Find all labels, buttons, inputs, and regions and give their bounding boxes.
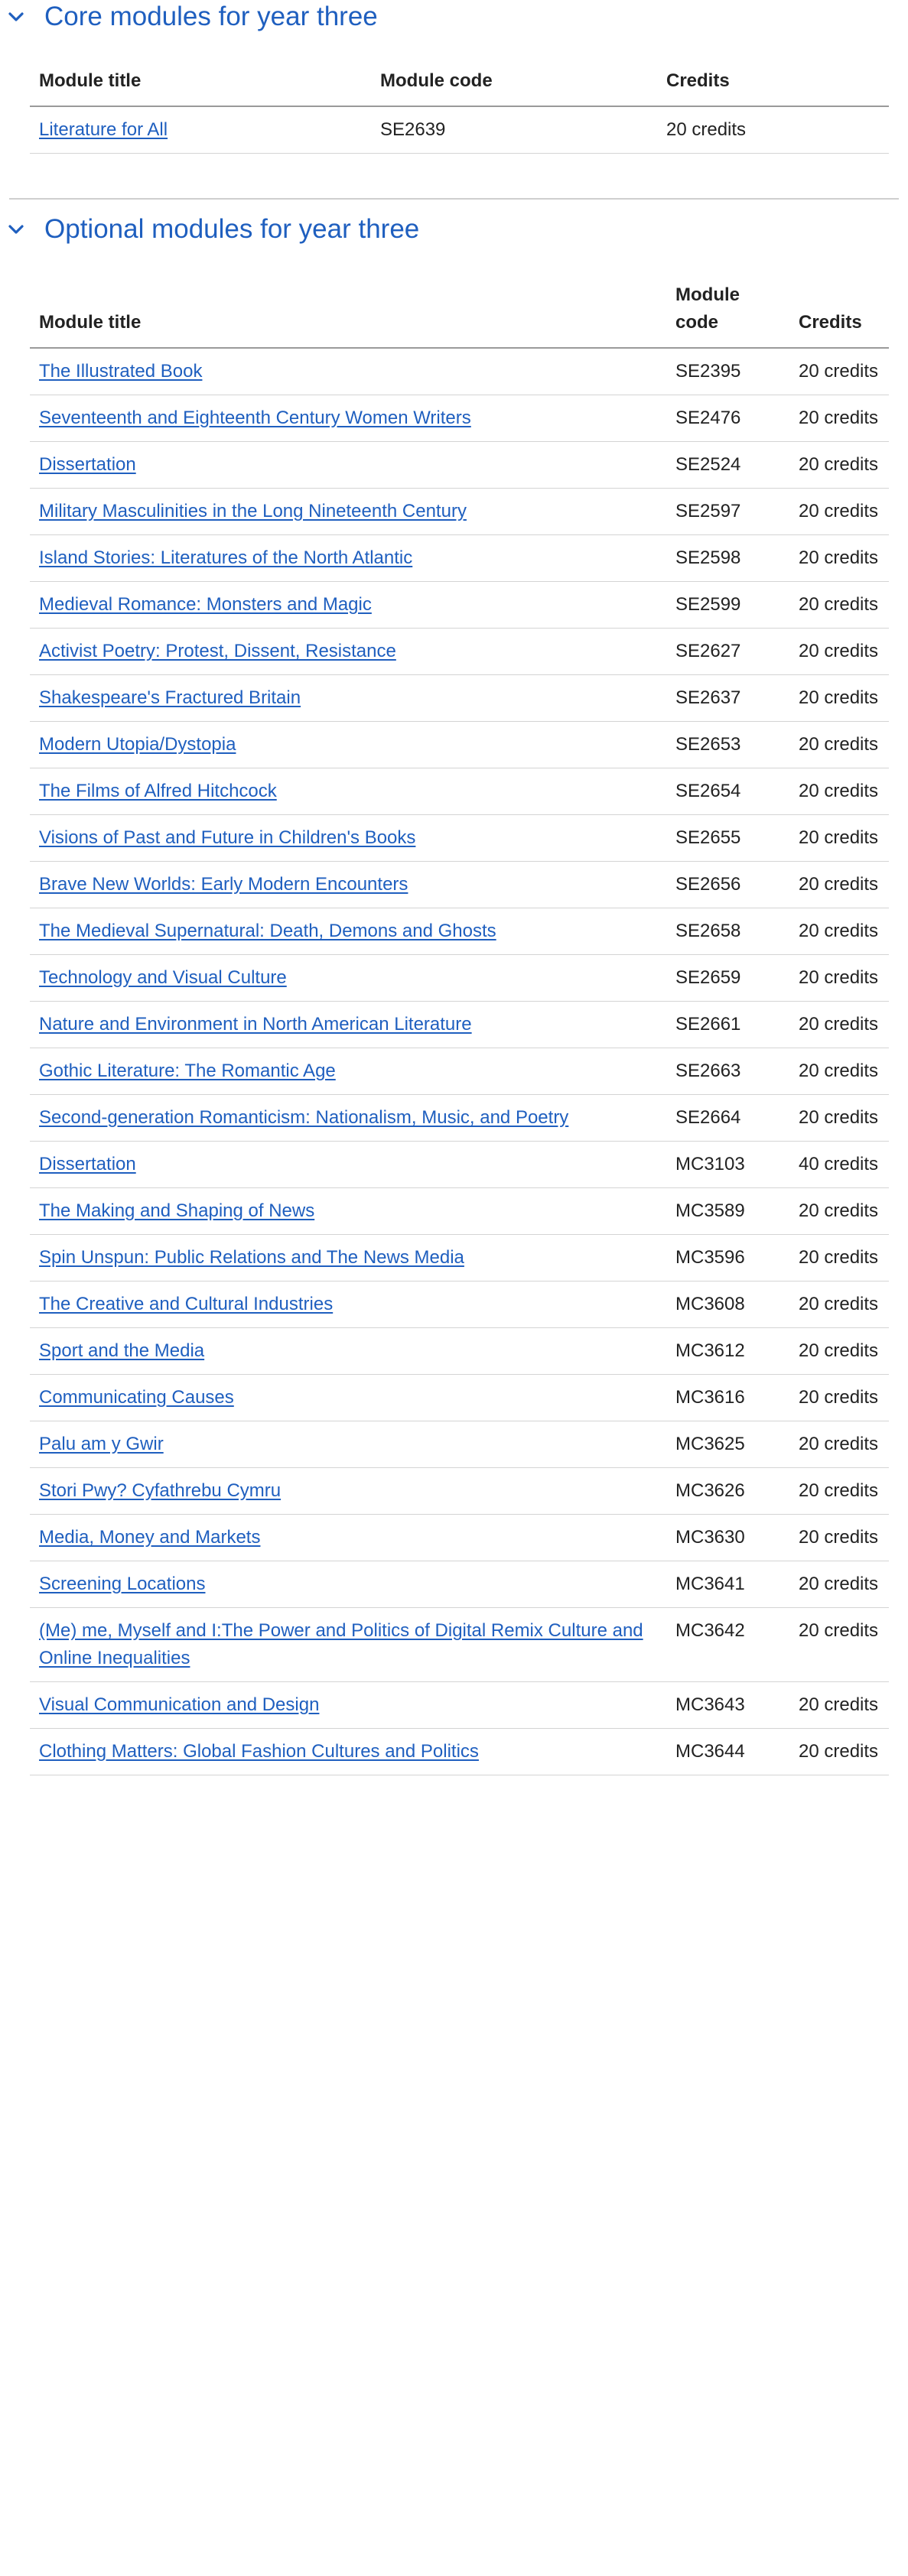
table-row [30, 1282, 889, 1328]
table-row [30, 1608, 889, 1682]
module-title-cell [30, 442, 666, 489]
module-link[interactable]: Visual Communication and Design [39, 1694, 320, 1715]
module-code-cell: MC3626 [666, 1468, 789, 1515]
module-credits-cell: 20 credits [789, 1608, 889, 1682]
module-title-cell [30, 106, 371, 154]
module-title-cell [30, 582, 666, 629]
module-credits-cell: 20 credits [789, 675, 889, 722]
module-credits-cell: 20 credits [789, 1515, 889, 1561]
module-credits-cell: 20 credits [789, 1375, 889, 1421]
module-code-cell: SE2654 [666, 768, 789, 815]
module-title-cell [30, 908, 666, 955]
module-link[interactable]: The Films of Alfred Hitchcock [39, 781, 277, 801]
module-title-cell [30, 1515, 666, 1561]
module-link[interactable]: Visions of Past and Future in Children's Books [39, 827, 416, 848]
module-title-cell [30, 768, 666, 815]
table-row [30, 1095, 889, 1142]
module-link[interactable]: Nature and Environment in North American Literature [39, 1014, 472, 1035]
module-link[interactable]: Technology and Visual Culture [39, 967, 287, 988]
module-credits-cell: 20 credits [789, 1095, 889, 1142]
module-link[interactable]: Modern Utopia/Dystopia [39, 734, 236, 755]
table-row [30, 675, 889, 722]
module-title-cell [30, 1235, 666, 1282]
module-code-cell: MC3103 [666, 1142, 789, 1188]
core-modules-toggle[interactable] [0, 0, 908, 34]
module-link[interactable]: Communicating Causes [39, 1387, 234, 1408]
module-link[interactable]: Sport and the Media [39, 1340, 205, 1361]
table-row [30, 1188, 889, 1235]
module-credits-cell: 20 credits [789, 1235, 889, 1282]
module-link[interactable]: Clothing Matters: Global Fashion Cultures and Politics [39, 1741, 479, 1762]
column-header-module-title: Module title [30, 281, 666, 348]
module-link[interactable]: Screening Locations [39, 1574, 206, 1594]
module-code-cell: SE2599 [666, 582, 789, 629]
module-credits-cell: 20 credits [789, 629, 889, 675]
module-code-cell: SE2598 [666, 535, 789, 582]
column-header-module-code: Module code [371, 67, 657, 106]
table-row [30, 768, 889, 815]
table-row [30, 1729, 889, 1775]
module-credits-cell: 20 credits [789, 1421, 889, 1468]
table-row [30, 955, 889, 1002]
module-credits-cell: 20 credits [789, 489, 889, 535]
module-code-cell: SE2476 [666, 395, 789, 442]
module-link[interactable]: Seventeenth and Eighteenth Century Women Writers [39, 408, 471, 428]
module-code-cell: MC3630 [666, 1515, 789, 1561]
module-title-cell [30, 489, 666, 535]
module-code-cell: MC3642 [666, 1608, 789, 1682]
module-title-cell [30, 675, 666, 722]
module-link[interactable]: Shakespeare's Fractured Britain [39, 687, 301, 708]
module-title-cell [30, 1048, 666, 1095]
module-link[interactable]: Military Masculinities in the Long Nineteenth Century [39, 501, 467, 521]
column-header-credits: Credits [657, 67, 889, 106]
module-code-cell: SE2597 [666, 489, 789, 535]
module-link[interactable]: The Making and Shaping of News [39, 1200, 315, 1221]
table-row [30, 1142, 889, 1188]
module-title-cell [30, 1421, 666, 1468]
module-code-cell: MC3625 [666, 1421, 789, 1468]
module-title-cell [30, 1142, 666, 1188]
optional-modules-title: Optional modules for year three [44, 214, 420, 244]
column-header-module-title: Module title [30, 67, 371, 106]
module-code-cell: MC3596 [666, 1235, 789, 1282]
module-code-cell: SE2639 [371, 106, 657, 154]
module-credits-cell: 20 credits [789, 1328, 889, 1375]
module-title-cell [30, 1375, 666, 1421]
module-title-cell [30, 1608, 666, 1682]
chevron-down-icon [6, 7, 26, 27]
core-modules-table [30, 67, 889, 154]
module-code-cell: SE2524 [666, 442, 789, 489]
module-code-cell: MC3589 [666, 1188, 789, 1235]
table-row [30, 1468, 889, 1515]
core-modules-title: Core modules for year three [44, 2, 378, 31]
module-title-cell [30, 1468, 666, 1515]
table-row [30, 629, 889, 675]
table-row [30, 1048, 889, 1095]
module-title-cell [30, 348, 666, 395]
module-credits-cell: 20 credits [789, 582, 889, 629]
module-title-cell [30, 1188, 666, 1235]
module-credits-cell: 20 credits [657, 106, 889, 154]
module-code-cell: MC3616 [666, 1375, 789, 1421]
table-row [30, 1515, 889, 1561]
module-code-cell: SE2658 [666, 908, 789, 955]
module-title-cell [30, 722, 666, 768]
module-title-cell [30, 1002, 666, 1048]
module-title-cell [30, 1282, 666, 1328]
module-link[interactable]: Brave New Worlds: Early Modern Encounters [39, 874, 408, 895]
module-title-cell [30, 1682, 666, 1729]
module-credits-cell: 20 credits [789, 815, 889, 862]
module-credits-cell: 20 credits [789, 955, 889, 1002]
table-row [30, 1561, 889, 1608]
table-row [30, 489, 889, 535]
table-row [30, 348, 889, 395]
column-header-credits: Credits [789, 281, 889, 348]
module-code-cell: MC3644 [666, 1729, 789, 1775]
module-credits-cell: 20 credits [789, 1048, 889, 1095]
module-title-cell [30, 862, 666, 908]
module-link[interactable]: (Me) me, Myself and I:The Power and Politics of Digital Remix Culture and Online Inequalities [39, 1620, 643, 1668]
table-row [30, 815, 889, 862]
module-link[interactable]: The Illustrated Book [39, 361, 203, 382]
module-credits-cell: 20 credits [789, 1561, 889, 1608]
table-row [30, 722, 889, 768]
table-row [30, 908, 889, 955]
table-row [30, 1002, 889, 1048]
module-link[interactable]: Island Stories: Literatures of the North Atlantic [39, 547, 413, 568]
table-row [30, 1421, 889, 1468]
module-title-cell [30, 629, 666, 675]
module-code-cell: MC3612 [666, 1328, 789, 1375]
table-row [30, 1235, 889, 1282]
module-code-cell: MC3641 [666, 1561, 789, 1608]
module-link[interactable]: Dissertation [39, 1154, 136, 1174]
module-link[interactable]: Spin Unspun: Public Relations and The News Media [39, 1247, 464, 1268]
module-title-cell [30, 815, 666, 862]
module-title-cell [30, 1095, 666, 1142]
table-row [30, 1682, 889, 1729]
module-credits-cell: 20 credits [789, 442, 889, 489]
module-credits-cell: 20 credits [789, 1282, 889, 1328]
module-credits-cell: 20 credits [789, 722, 889, 768]
module-credits-cell: 20 credits [789, 535, 889, 582]
optional-modules-table [30, 281, 889, 1775]
table-row [30, 1328, 889, 1375]
module-credits-cell: 20 credits [789, 1002, 889, 1048]
module-credits-cell: 20 credits [789, 768, 889, 815]
table-row [30, 862, 889, 908]
module-code-cell: SE2653 [666, 722, 789, 768]
table-row [30, 535, 889, 582]
module-link[interactable]: Activist Poetry: Protest, Dissent, Resistance [39, 641, 396, 661]
module-code-cell: SE2395 [666, 348, 789, 395]
module-code-cell: SE2637 [666, 675, 789, 722]
module-credits-cell: 20 credits [789, 395, 889, 442]
module-link[interactable]: Second-generation Romanticism: Nationalism, Music, and Poetry [39, 1107, 569, 1128]
module-code-cell: MC3643 [666, 1682, 789, 1729]
module-credits-cell: 40 credits [789, 1142, 889, 1188]
module-credits-cell: 20 credits [789, 908, 889, 955]
column-header-module-code: Module code [666, 281, 789, 348]
module-code-cell: SE2655 [666, 815, 789, 862]
module-code-cell: MC3608 [666, 1282, 789, 1328]
module-title-cell [30, 955, 666, 1002]
module-code-cell: SE2627 [666, 629, 789, 675]
module-credits-cell: 20 credits [789, 862, 889, 908]
module-credits-cell: 20 credits [789, 1188, 889, 1235]
module-code-cell: SE2659 [666, 955, 789, 1002]
module-link[interactable]: Media, Money and Markets [39, 1527, 261, 1548]
module-link[interactable]: Gothic Literature: The Romantic Age [39, 1061, 336, 1081]
module-title-cell [30, 535, 666, 582]
module-credits-cell: 20 credits [789, 348, 889, 395]
module-link[interactable]: The Medieval Supernatural: Death, Demons and Ghosts [39, 921, 496, 941]
module-code-cell: SE2664 [666, 1095, 789, 1142]
optional-modules-section [0, 213, 908, 1775]
module-title-cell [30, 1729, 666, 1775]
module-credits-cell: 20 credits [789, 1682, 889, 1729]
table-row [30, 395, 889, 442]
module-code-cell: SE2661 [666, 1002, 789, 1048]
section-divider [9, 198, 899, 200]
module-title-cell [30, 1561, 666, 1608]
table-header-row [30, 67, 889, 106]
module-title-cell [30, 395, 666, 442]
module-credits-cell: 20 credits [789, 1468, 889, 1515]
table-header-row [30, 281, 889, 348]
table-row [30, 442, 889, 489]
table-row [30, 582, 889, 629]
module-title-cell [30, 1328, 666, 1375]
module-link[interactable]: Palu am y Gwir [39, 1434, 164, 1454]
chevron-down-icon [6, 219, 26, 239]
table-row [30, 106, 889, 154]
module-link[interactable]: The Creative and Cultural Industries [39, 1294, 334, 1314]
module-code-cell: SE2663 [666, 1048, 789, 1095]
module-link[interactable]: Dissertation [39, 454, 136, 475]
module-link[interactable]: Stori Pwy? Cyfathrebu Cymru [39, 1480, 282, 1501]
core-modules-section [0, 0, 908, 154]
module-link[interactable]: Medieval Romance: Monsters and Magic [39, 594, 372, 615]
optional-modules-toggle[interactable] [0, 213, 908, 246]
module-link[interactable]: Literature for All [39, 119, 168, 140]
module-code-cell: SE2656 [666, 862, 789, 908]
module-credits-cell: 20 credits [789, 1729, 889, 1775]
table-row [30, 1375, 889, 1421]
